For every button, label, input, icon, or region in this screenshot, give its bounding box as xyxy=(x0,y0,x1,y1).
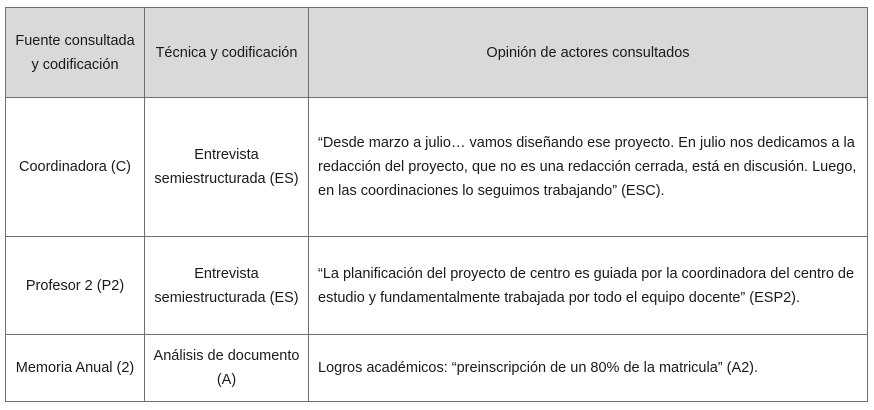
header-fuente-label: Fuente consultada y codificación xyxy=(15,32,135,73)
fuente-text: Profesor 2 (P2) xyxy=(25,277,125,294)
sources-table xyxy=(5,7,868,402)
header-opinion-label: Opinión de actores consultados xyxy=(486,44,690,61)
opinion-text: Logros académicos: “preinscripción de un 80% de la matricula” (A2). xyxy=(318,360,759,376)
tecnica-text: Entrevista semiestructurada (ES) xyxy=(154,147,299,187)
table-row xyxy=(6,98,868,237)
table-header xyxy=(6,8,868,98)
opinion-text: “Desde marzo a julio… vamos diseñando ese proyecto. En julio nos dedicamos a la redacción del proyecto, que no es una redacción cerrada, está en discusión. Luego, en las coordinaciones lo seguimos trabajando” (ESC). xyxy=(318,135,857,199)
cell-fuente xyxy=(6,98,145,237)
cell-tecnica xyxy=(145,237,309,335)
header-tecnica-label: Técnica y codificación xyxy=(155,44,298,61)
fuente-text: Memoria Anual (2) xyxy=(15,360,135,376)
tecnica-text: Entrevista semiestructurada (ES) xyxy=(154,265,299,306)
cell-opinion xyxy=(309,98,868,237)
header-tecnica xyxy=(145,8,309,98)
tecnica-text: Análisis de documento (A) xyxy=(153,348,300,388)
cell-tecnica xyxy=(145,335,309,402)
header-row xyxy=(6,8,868,98)
header-opinion xyxy=(309,8,868,98)
cell-opinion xyxy=(309,335,868,402)
table-body xyxy=(6,98,868,402)
cell-fuente xyxy=(6,335,145,402)
fuente-text: Coordinadora (C) xyxy=(18,159,132,175)
cell-fuente xyxy=(6,237,145,335)
opinion-text: “La planificación del proyecto de centro es guiada por la coordinadora del centro de estudio y fundamentalmente trabajada por todo el equipo docente” (ESP2). xyxy=(318,265,855,306)
cell-opinion xyxy=(309,237,868,335)
cell-tecnica xyxy=(145,98,309,237)
table-row xyxy=(6,237,868,335)
table-row xyxy=(6,335,868,402)
header-fuente xyxy=(6,8,145,98)
